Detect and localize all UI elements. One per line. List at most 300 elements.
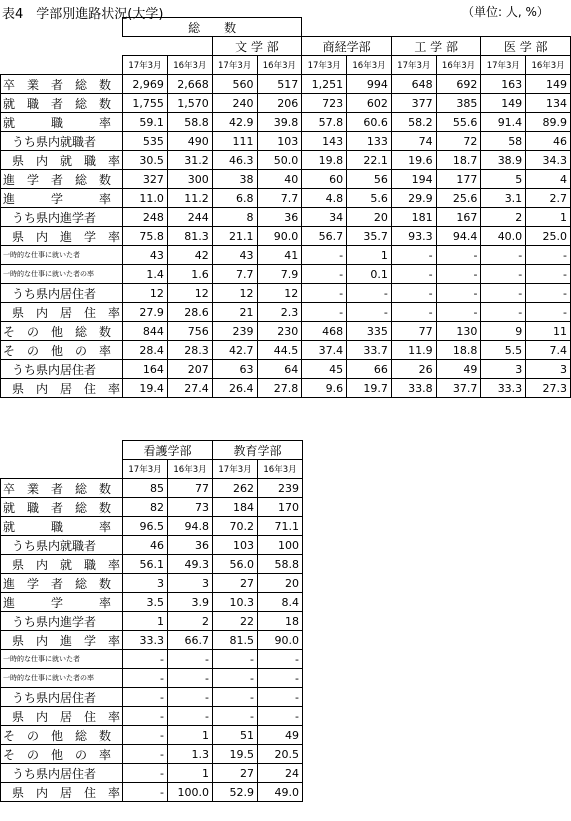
- value-cell: 19.8: [302, 151, 347, 170]
- value-cell: 2.7: [526, 189, 571, 208]
- value-cell: 56: [347, 170, 392, 189]
- value-cell: 70.2: [213, 517, 258, 536]
- value-cell: 91.4: [481, 113, 526, 132]
- value-cell: 7.7: [212, 265, 257, 284]
- value-cell: 468: [302, 322, 347, 341]
- value-cell: 71.1: [258, 517, 303, 536]
- value-cell: 1.3: [168, 745, 213, 764]
- value-cell: -: [526, 246, 571, 265]
- value-cell: 1: [168, 764, 213, 783]
- value-cell: 46: [526, 132, 571, 151]
- row-label: 卒 業 者 総 数: [1, 75, 123, 94]
- value-cell: -: [391, 303, 436, 322]
- career-table-main: [0, 17, 571, 398]
- value-cell: 94.4: [436, 227, 481, 246]
- table-row: [1, 479, 303, 498]
- value-cell: 149: [481, 94, 526, 113]
- value-cell: 27.9: [123, 303, 168, 322]
- value-cell: 60.6: [347, 113, 392, 132]
- table-row: [1, 745, 303, 764]
- row-label: 進 学 率: [1, 593, 123, 612]
- row-label: 卒 業 者 総 数: [1, 479, 123, 498]
- year-header: 17年3月: [481, 56, 526, 75]
- value-cell: -: [123, 707, 168, 726]
- value-cell: 42: [167, 246, 212, 265]
- table-row: [1, 208, 571, 227]
- value-cell: 37.4: [302, 341, 347, 360]
- header-fill: [302, 18, 571, 37]
- value-cell: 90.0: [257, 227, 302, 246]
- value-cell: 1: [347, 246, 392, 265]
- value-cell: 25.0: [526, 227, 571, 246]
- table-row: [1, 75, 571, 94]
- value-cell: 181: [391, 208, 436, 227]
- row-label: 進 学 率: [1, 189, 123, 208]
- table-row: [1, 783, 303, 802]
- value-cell: 12: [257, 284, 302, 303]
- value-cell: 3: [123, 574, 168, 593]
- row-label: そ の 他 総 数: [1, 726, 123, 745]
- row-label: 一時的な仕事に就いた者の率: [1, 669, 123, 688]
- value-cell: 85: [123, 479, 168, 498]
- value-cell: -: [526, 303, 571, 322]
- value-cell: 89.9: [526, 113, 571, 132]
- value-cell: -: [302, 303, 347, 322]
- value-cell: 82: [123, 498, 168, 517]
- value-cell: 100.0: [168, 783, 213, 802]
- corner-cell: [1, 18, 123, 75]
- value-cell: 60: [302, 170, 347, 189]
- value-cell: 262: [213, 479, 258, 498]
- year-header: 17年3月: [212, 56, 257, 75]
- value-cell: 12: [167, 284, 212, 303]
- value-cell: 73: [168, 498, 213, 517]
- value-cell: 756: [167, 322, 212, 341]
- value-cell: -: [168, 688, 213, 707]
- year-header: 17年3月: [123, 460, 168, 479]
- value-cell: 20.5: [258, 745, 303, 764]
- row-label: 県 内 進 学 率: [1, 227, 123, 246]
- table-row: [1, 132, 571, 151]
- value-cell: 58.8: [258, 555, 303, 574]
- value-cell: 81.3: [167, 227, 212, 246]
- value-cell: 9: [481, 322, 526, 341]
- value-cell: 66: [347, 360, 392, 379]
- table-row: [1, 113, 571, 132]
- value-cell: -: [213, 669, 258, 688]
- value-cell: 29.9: [391, 189, 436, 208]
- value-cell: 240: [212, 94, 257, 113]
- value-cell: 11.2: [167, 189, 212, 208]
- table-row: [1, 360, 571, 379]
- value-cell: 39.8: [257, 113, 302, 132]
- corner-cell: [1, 441, 123, 479]
- value-cell: -: [123, 688, 168, 707]
- row-label: 県 内 居 住 率: [1, 379, 123, 398]
- value-cell: 3.5: [123, 593, 168, 612]
- value-cell: 21: [212, 303, 257, 322]
- value-cell: -: [526, 265, 571, 284]
- value-cell: 20: [258, 574, 303, 593]
- table-row: [1, 498, 303, 517]
- value-cell: 38: [212, 170, 257, 189]
- table-row: [1, 517, 303, 536]
- row-label: うち県内進学者: [1, 612, 123, 631]
- value-cell: 723: [302, 94, 347, 113]
- value-cell: -: [123, 764, 168, 783]
- value-cell: 239: [212, 322, 257, 341]
- row-label: うち県内居住者: [1, 764, 123, 783]
- table-row: [1, 631, 303, 650]
- value-cell: 1,251: [302, 75, 347, 94]
- value-cell: 111: [212, 132, 257, 151]
- row-label: 就 職 者 総 数: [1, 498, 123, 517]
- value-cell: -: [481, 265, 526, 284]
- value-cell: 163: [481, 75, 526, 94]
- value-cell: -: [258, 669, 303, 688]
- value-cell: -: [213, 688, 258, 707]
- value-cell: 207: [167, 360, 212, 379]
- value-cell: 11.0: [123, 189, 168, 208]
- value-cell: -: [526, 284, 571, 303]
- value-cell: 27.4: [167, 379, 212, 398]
- value-cell: 4: [526, 170, 571, 189]
- table-row: [1, 341, 571, 360]
- value-cell: 44.5: [257, 341, 302, 360]
- value-cell: 5.5: [481, 341, 526, 360]
- row-label: 進 学 者 総 数: [1, 170, 123, 189]
- value-cell: 244: [167, 208, 212, 227]
- value-cell: 3.1: [481, 189, 526, 208]
- value-cell: -: [347, 303, 392, 322]
- value-cell: 63: [212, 360, 257, 379]
- row-label: 就 職 率: [1, 517, 123, 536]
- value-cell: 40: [257, 170, 302, 189]
- table-row: [1, 593, 303, 612]
- row-label: 就 職 率: [1, 113, 123, 132]
- value-cell: 133: [347, 132, 392, 151]
- value-cell: 19.6: [391, 151, 436, 170]
- row-label: 県 内 進 学 率: [1, 631, 123, 650]
- table-row: [1, 303, 571, 322]
- value-cell: 8.4: [258, 593, 303, 612]
- value-cell: 1: [526, 208, 571, 227]
- value-cell: 143: [302, 132, 347, 151]
- value-cell: 170: [258, 498, 303, 517]
- row-label: 県 内 就 職 率: [1, 151, 123, 170]
- year-header: 16年3月: [436, 56, 481, 75]
- value-cell: 24: [258, 764, 303, 783]
- value-cell: 2: [481, 208, 526, 227]
- value-cell: 96.5: [123, 517, 168, 536]
- value-cell: 22.1: [347, 151, 392, 170]
- value-cell: 72: [436, 132, 481, 151]
- value-cell: 8: [212, 208, 257, 227]
- value-cell: 38.9: [481, 151, 526, 170]
- value-cell: 58.8: [167, 113, 212, 132]
- value-cell: -: [391, 265, 436, 284]
- value-cell: 3.9: [168, 593, 213, 612]
- value-cell: 33.3: [481, 379, 526, 398]
- value-cell: 46.3: [212, 151, 257, 170]
- table-row: [1, 688, 303, 707]
- value-cell: 12: [123, 284, 168, 303]
- table-row: [1, 612, 303, 631]
- value-cell: -: [168, 669, 213, 688]
- value-cell: -: [123, 650, 168, 669]
- value-cell: 90.0: [258, 631, 303, 650]
- value-cell: -: [302, 284, 347, 303]
- year-header: 17年3月: [123, 56, 168, 75]
- value-cell: -: [258, 688, 303, 707]
- value-cell: -: [123, 726, 168, 745]
- value-cell: 33.8: [391, 379, 436, 398]
- value-cell: 31.2: [167, 151, 212, 170]
- value-cell: 40.0: [481, 227, 526, 246]
- year-header: 17年3月: [391, 56, 436, 75]
- value-cell: 18.7: [436, 151, 481, 170]
- value-cell: 3: [481, 360, 526, 379]
- value-cell: 49.0: [258, 783, 303, 802]
- value-cell: 58: [481, 132, 526, 151]
- value-cell: 77: [391, 322, 436, 341]
- row-label: 進 学 者 総 数: [1, 574, 123, 593]
- value-cell: -: [123, 745, 168, 764]
- row-label: 就 職 者 総 数: [1, 94, 123, 113]
- value-cell: 27.3: [526, 379, 571, 398]
- value-cell: 81.5: [213, 631, 258, 650]
- value-cell: 35.7: [347, 227, 392, 246]
- value-cell: 100: [258, 536, 303, 555]
- row-label: 県 内 就 職 率: [1, 555, 123, 574]
- value-cell: 27.8: [257, 379, 302, 398]
- table-title: 表4 学部別進路状況(大学): [2, 7, 164, 22]
- value-cell: -: [168, 707, 213, 726]
- value-cell: 75.8: [123, 227, 168, 246]
- value-cell: 37.7: [436, 379, 481, 398]
- table-row: [1, 555, 303, 574]
- value-cell: 52.9: [213, 783, 258, 802]
- value-cell: 51: [213, 726, 258, 745]
- value-cell: 490: [167, 132, 212, 151]
- value-cell: 335: [347, 322, 392, 341]
- value-cell: 560: [212, 75, 257, 94]
- value-cell: -: [213, 707, 258, 726]
- group-header: 看護学部: [123, 441, 213, 460]
- value-cell: 1.6: [167, 265, 212, 284]
- table-row: [1, 227, 571, 246]
- row-label: そ の 他 の 率: [1, 745, 123, 764]
- value-cell: 26.4: [212, 379, 257, 398]
- value-cell: 184: [213, 498, 258, 517]
- value-cell: -: [436, 284, 481, 303]
- value-cell: 377: [391, 94, 436, 113]
- value-cell: 130: [436, 322, 481, 341]
- value-cell: 18.8: [436, 341, 481, 360]
- value-cell: 43: [212, 246, 257, 265]
- row-label: うち県内就職者: [1, 132, 123, 151]
- value-cell: 33.7: [347, 341, 392, 360]
- value-cell: 230: [257, 322, 302, 341]
- value-cell: 30.5: [123, 151, 168, 170]
- value-cell: 327: [123, 170, 168, 189]
- value-cell: 7.4: [526, 341, 571, 360]
- row-label: うち県内進学者: [1, 208, 123, 227]
- table-row: [1, 170, 571, 189]
- value-cell: -: [391, 246, 436, 265]
- group-header: 商経学部: [302, 37, 392, 56]
- table-row: [1, 189, 571, 208]
- value-cell: 55.6: [436, 113, 481, 132]
- value-cell: 49.3: [168, 555, 213, 574]
- value-cell: -: [213, 650, 258, 669]
- value-cell: 59.1: [123, 113, 168, 132]
- value-cell: 34.3: [526, 151, 571, 170]
- row-label: 一時的な仕事に就いた者: [1, 246, 123, 265]
- value-cell: -: [436, 246, 481, 265]
- value-cell: -: [302, 246, 347, 265]
- value-cell: 77: [168, 479, 213, 498]
- value-cell: 49: [258, 726, 303, 745]
- value-cell: 602: [347, 94, 392, 113]
- value-cell: 535: [123, 132, 168, 151]
- year-header: 16年3月: [167, 56, 212, 75]
- value-cell: 66.7: [168, 631, 213, 650]
- table-row: [1, 669, 303, 688]
- row-label: そ の 他 の 率: [1, 341, 123, 360]
- header-row-groups: [1, 441, 303, 460]
- value-cell: 58.2: [391, 113, 436, 132]
- table-row: [1, 707, 303, 726]
- group-header: 工 学 部: [391, 37, 481, 56]
- value-cell: 300: [167, 170, 212, 189]
- year-header: 16年3月: [168, 460, 213, 479]
- value-cell: 844: [123, 322, 168, 341]
- group-header: 医 学 部: [481, 37, 571, 56]
- value-cell: 994: [347, 75, 392, 94]
- value-cell: 25.6: [436, 189, 481, 208]
- value-cell: 0.1: [347, 265, 392, 284]
- value-cell: 692: [436, 75, 481, 94]
- row-label: うち県内居住者: [1, 688, 123, 707]
- value-cell: -: [481, 303, 526, 322]
- value-cell: -: [481, 246, 526, 265]
- value-cell: 28.3: [167, 341, 212, 360]
- value-cell: 206: [257, 94, 302, 113]
- value-cell: 4.8: [302, 189, 347, 208]
- value-cell: 21.1: [212, 227, 257, 246]
- row-label: 一時的な仕事に就いた者の率: [1, 265, 123, 284]
- unit-note: （単位: 人, %）: [462, 5, 549, 19]
- group-header-total: 総 数: [123, 18, 302, 37]
- table-row: [1, 536, 303, 555]
- value-cell: -: [481, 284, 526, 303]
- value-cell: 177: [436, 170, 481, 189]
- value-cell: 11: [526, 322, 571, 341]
- value-cell: 50.0: [257, 151, 302, 170]
- value-cell: 41: [257, 246, 302, 265]
- value-cell: 3: [168, 574, 213, 593]
- value-cell: 57.8: [302, 113, 347, 132]
- value-cell: 517: [257, 75, 302, 94]
- value-cell: 56.7: [302, 227, 347, 246]
- value-cell: 167: [436, 208, 481, 227]
- value-cell: 33.3: [123, 631, 168, 650]
- table-row: [1, 151, 571, 170]
- row-label: 一時的な仕事に就いた者: [1, 650, 123, 669]
- row-label: 県 内 居 住 率: [1, 707, 123, 726]
- value-cell: -: [168, 650, 213, 669]
- value-cell: 94.8: [168, 517, 213, 536]
- value-cell: 12: [212, 284, 257, 303]
- header-fill: [123, 37, 213, 56]
- value-cell: 2.3: [257, 303, 302, 322]
- value-cell: -: [391, 284, 436, 303]
- value-cell: 28.4: [123, 341, 168, 360]
- row-label: 県 内 居 住 率: [1, 303, 123, 322]
- value-cell: 1: [168, 726, 213, 745]
- value-cell: 26: [391, 360, 436, 379]
- value-cell: 9.6: [302, 379, 347, 398]
- value-cell: 7.9: [257, 265, 302, 284]
- value-cell: -: [436, 265, 481, 284]
- value-cell: 6.8: [212, 189, 257, 208]
- value-cell: -: [302, 265, 347, 284]
- value-cell: -: [123, 783, 168, 802]
- row-label: うち県内居住者: [1, 360, 123, 379]
- header-row-top: [1, 18, 571, 37]
- value-cell: 27: [213, 764, 258, 783]
- value-cell: 149: [526, 75, 571, 94]
- table-row: [1, 94, 571, 113]
- table-row: [1, 764, 303, 783]
- table-row: [1, 265, 571, 284]
- year-header: 16年3月: [526, 56, 571, 75]
- value-cell: 134: [526, 94, 571, 113]
- value-cell: 74: [391, 132, 436, 151]
- value-cell: 19.7: [347, 379, 392, 398]
- value-cell: 93.3: [391, 227, 436, 246]
- value-cell: 164: [123, 360, 168, 379]
- value-cell: 10.3: [213, 593, 258, 612]
- value-cell: -: [436, 303, 481, 322]
- value-cell: 11.9: [391, 341, 436, 360]
- value-cell: 1: [123, 612, 168, 631]
- value-cell: -: [258, 650, 303, 669]
- value-cell: 45: [302, 360, 347, 379]
- group-header: 教育学部: [213, 441, 303, 460]
- value-cell: 5.6: [347, 189, 392, 208]
- value-cell: -: [123, 669, 168, 688]
- value-cell: 19.5: [213, 745, 258, 764]
- value-cell: 28.6: [167, 303, 212, 322]
- value-cell: 64: [257, 360, 302, 379]
- value-cell: 34: [302, 208, 347, 227]
- table-row: [1, 650, 303, 669]
- table-row: [1, 379, 571, 398]
- value-cell: 56.1: [123, 555, 168, 574]
- value-cell: 18: [258, 612, 303, 631]
- value-cell: 648: [391, 75, 436, 94]
- group-header: 文 学 部: [212, 37, 302, 56]
- year-header: 17年3月: [213, 460, 258, 479]
- value-cell: 2,668: [167, 75, 212, 94]
- value-cell: 1,755: [123, 94, 168, 113]
- table-row: [1, 322, 571, 341]
- value-cell: 239: [258, 479, 303, 498]
- value-cell: 2,969: [123, 75, 168, 94]
- value-cell: 1.4: [123, 265, 168, 284]
